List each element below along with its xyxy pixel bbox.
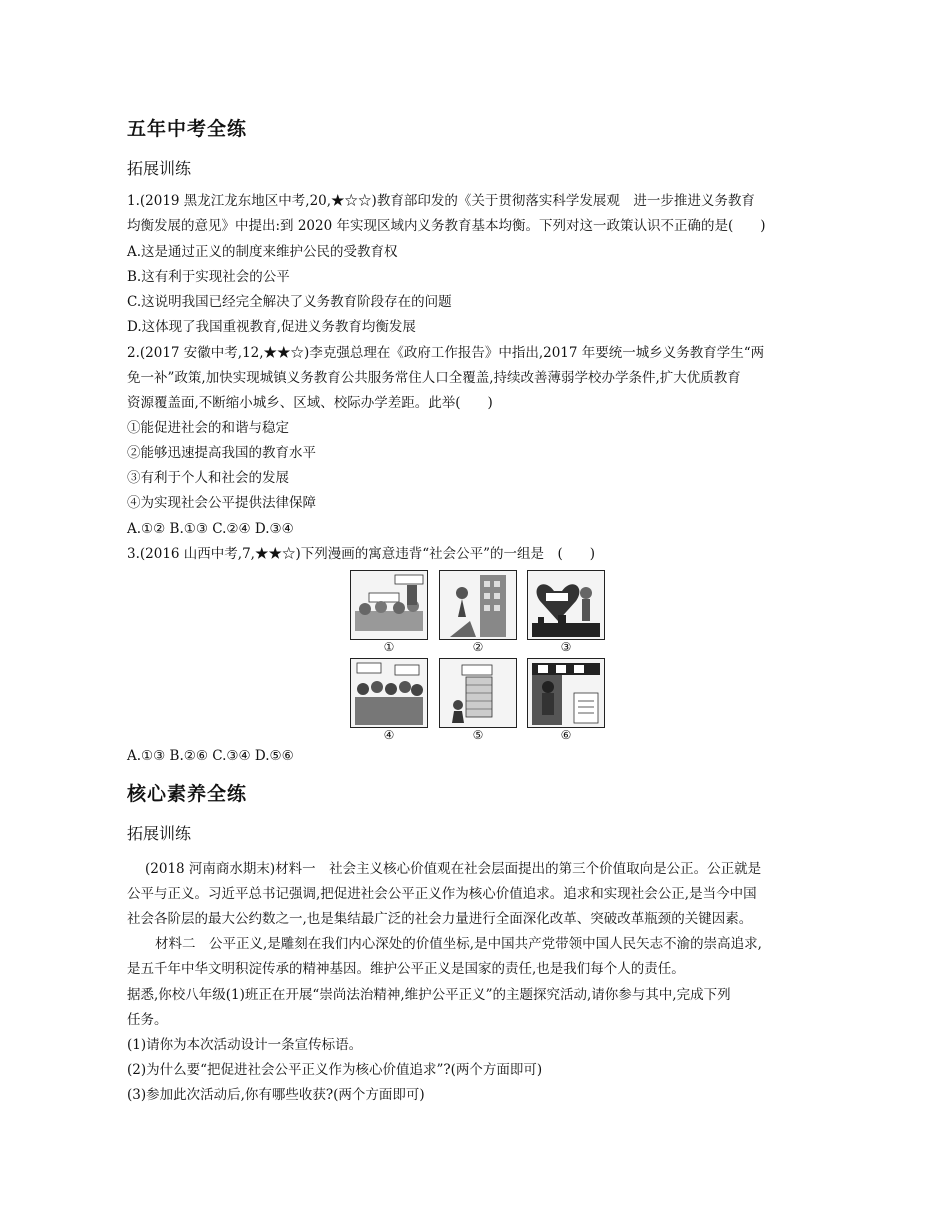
- comic-panel-2: [439, 570, 517, 640]
- question-1-line-2: 均衡发展的意见》中提出:到 2020 年实现区域内义务教育基本均衡。下列对这一政策认识不正确的是( ): [127, 218, 766, 234]
- task-line-2: 任务。: [127, 1012, 168, 1028]
- material-1-line-2: 公平与正义。习近平总书记强调,把促进社会公平正义作为核心价值追求。追求和实现社会公正,是当今中国: [127, 886, 757, 902]
- question-2-item-4: ④为实现社会公平提供法律保障: [127, 495, 316, 511]
- panel-number-1: ①: [383, 640, 395, 654]
- question-1-option-d: D.这体现了我国重视教育,促进义务教育均衡发展: [127, 319, 416, 335]
- question-3-line-1: 3.(2016 山西中考,7,★★☆)下列漫画的寓意违背“社会公平”的一组是 ( ): [127, 546, 596, 562]
- section-title-2: 核心素养全练: [127, 783, 248, 805]
- comic-panel-grid: [347, 570, 607, 748]
- section-subtitle: 拓展训练: [127, 159, 192, 178]
- task-line-1: 据悉,你校八年级(1)班正在开展“崇尚法治精神,维护公平正义”的主题探究活动,请你参与其中,完成下列: [127, 987, 731, 1003]
- material-1-line-3: 社会各阶层的最大公约数之一,也是集结最广泛的社会力量进行全面深化改革、突破改革瓶颈的关键因素。: [127, 911, 753, 927]
- comic-panel-5: [439, 658, 517, 728]
- question-1-option-b: B.这有利于实现社会的公平: [127, 269, 290, 285]
- panel-number-2: ②: [472, 640, 484, 654]
- question-2-item-3: ③有利于个人和社会的发展: [127, 470, 289, 486]
- question-1-option-a: A.这是通过正义的制度来维护公民的受教育权: [127, 244, 398, 260]
- question-2-line-3: 资源覆盖面,不断缩小城乡、区域、校际办学差距。此举( ): [127, 395, 493, 411]
- comic-panel-4: [350, 658, 428, 728]
- panel-number-4: ④: [383, 728, 395, 742]
- question-1-option-c: C.这说明我国已经完全解决了义务教育阶段存在的问题: [127, 294, 452, 310]
- material-2-line-2: 是五千年中华文明积淀传承的精神基因。维护公平正义是国家的责任,也是我们每个人的责任。: [127, 961, 685, 977]
- section-subtitle-2: 拓展训练: [127, 824, 192, 843]
- section-title: 五年中考全练: [127, 118, 248, 140]
- question-1-line-1: 1.(2019 黑龙江龙东地区中考,20,★☆☆)教育部印发的《关于贯彻落实科学发展观 进一步推进义务教育: [127, 193, 755, 209]
- question-3-answers: A.①③ B.②⑥ C.③④ D.⑤⑥: [127, 748, 294, 764]
- comic-panel-1: [350, 570, 428, 640]
- comic-panel-6: [527, 658, 605, 728]
- question-2-answers: A.①② B.①③ C.②④ D.③④: [127, 521, 294, 537]
- comic-panel-3: [527, 570, 605, 640]
- material-2-line-1: 材料二 公平正义,是雕刻在我们内心深处的价值坐标,是中国共产党带领中国人民矢志不渝的崇高追求,: [155, 936, 762, 952]
- task-question-3: (3)参加此次活动后,你有哪些收获?(两个方面即可): [127, 1087, 425, 1103]
- question-2-item-2: ②能够迅速提高我国的教育水平: [127, 445, 316, 461]
- task-question-1: (1)请你为本次活动设计一条宣传标语。: [127, 1037, 363, 1053]
- panel-number-3: ③: [560, 640, 572, 654]
- task-question-2: (2)为什么要“把促进社会公平正义作为核心价值追求”?(两个方面即可): [127, 1062, 543, 1078]
- panel-number-6: ⑥: [560, 728, 572, 742]
- question-2-line-1: 2.(2017 安徽中考,12,★★☆)李克强总理在《政府工作报告》中指出,2017 年要统一城乡义务教育学生“两: [127, 345, 765, 361]
- question-2-line-2: 免一补”政策,加快实现城镇义务教育公共服务常住人口全覆盖,持续改善薄弱学校办学条件,扩大优质教育: [127, 370, 741, 386]
- material-1-line-1: (2018 河南商水期末)材料一 社会主义核心价值观在社会层面提出的第三个价值取向是公正。公正就是: [145, 861, 762, 877]
- question-2-item-1: ①能促进社会的和谐与稳定: [127, 420, 289, 436]
- panel-number-5: ⑤: [472, 728, 484, 742]
